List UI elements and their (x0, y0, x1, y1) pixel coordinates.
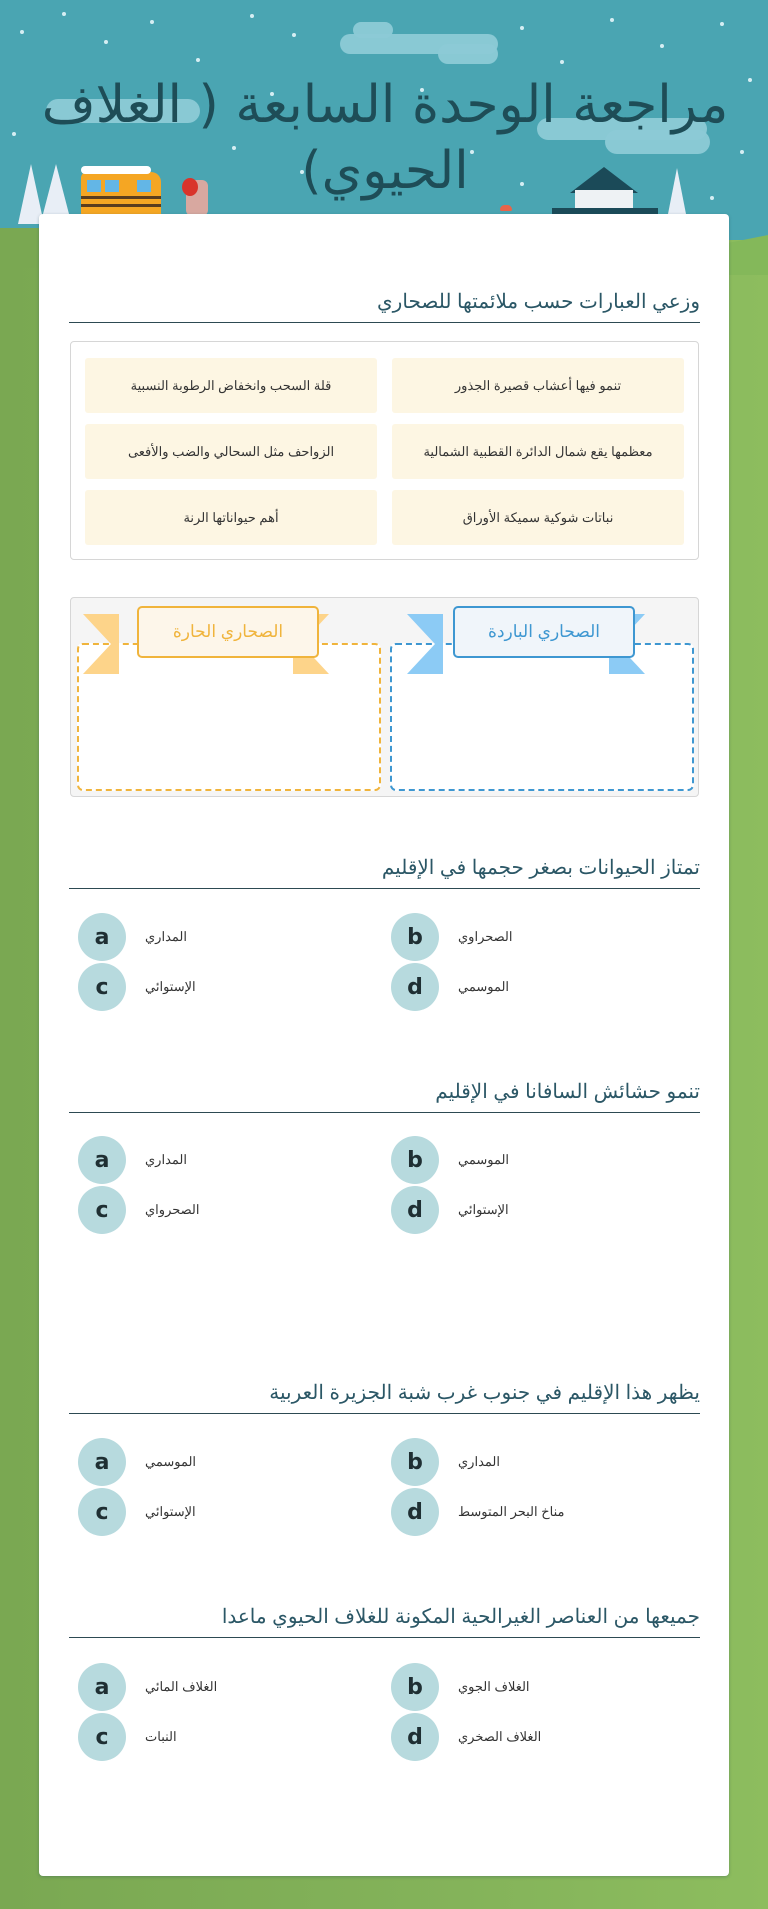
option-text: الموسمي (458, 1152, 510, 1167)
option-text: الإستوائي (145, 1504, 196, 1519)
option-d[interactable] (391, 1488, 671, 1536)
option-letter-badge: a (78, 913, 126, 961)
option-letter-badge: c (78, 1488, 126, 1536)
option-c[interactable] (78, 963, 358, 1011)
draggable-item[interactable]: معظمها يقع شمال الدائرة القطبية الشمالية (392, 424, 684, 479)
option-text: المداري (145, 1152, 187, 1167)
option-letter-badge: d (391, 1713, 439, 1761)
option-letter-badge: d (391, 1488, 439, 1536)
draggable-item[interactable]: قلة السحب وانخفاض الرطوبة النسبية (85, 358, 377, 413)
option-d[interactable] (391, 963, 671, 1011)
grass-hill (0, 228, 40, 268)
option-text: الغلاف المائي (145, 1679, 218, 1694)
option-b[interactable] (391, 1438, 671, 1486)
option-a[interactable] (78, 1663, 358, 1711)
worksheet-card (39, 214, 729, 1876)
bird-illustration (500, 205, 512, 211)
option-text: المداري (145, 929, 187, 944)
option-letter-badge: c (78, 1186, 126, 1234)
category-drop-area (70, 597, 699, 797)
snowflake (62, 12, 66, 16)
snowflake (292, 33, 296, 37)
option-text: الموسمي (458, 979, 510, 994)
draggable-item[interactable]: الزواحف مثل السحالي والضب والأفعى (85, 424, 377, 479)
draggable-items-container (70, 341, 699, 560)
snowflake (748, 78, 752, 82)
snowflake (660, 44, 664, 48)
option-letter-badge: c (78, 1713, 126, 1761)
snowflake (104, 40, 108, 44)
snowflake (250, 14, 254, 18)
option-b[interactable] (391, 913, 671, 961)
question-text: يظهر هذا الإقليم في جنوب غرب شبة الجزيرة العربية (69, 1379, 700, 1414)
snowflake (20, 30, 24, 34)
option-d[interactable] (391, 1713, 671, 1761)
option-b[interactable] (391, 1136, 671, 1184)
ribbon-tail (407, 614, 443, 674)
snowflake (720, 22, 724, 26)
snowflake (196, 58, 200, 62)
draggable-item[interactable]: تنمو فيها أعشاب قصيرة الجذور (392, 358, 684, 413)
grass-hill (728, 235, 768, 275)
option-text: الإستوائي (145, 979, 196, 994)
option-c[interactable] (78, 1488, 358, 1536)
ribbon-tail (83, 614, 119, 674)
option-letter-badge: d (391, 1186, 439, 1234)
option-text: الصحراوي (458, 929, 513, 944)
category-label-hot-deserts: الصحاري الحارة (137, 606, 319, 658)
option-letter-badge: a (78, 1136, 126, 1184)
sorting-heading: وزعي العبارات حسب ملائمتها للصحاري (69, 288, 700, 323)
header-banner (0, 0, 768, 240)
option-text: الصحرواي (145, 1202, 200, 1217)
cloud-decoration (438, 44, 498, 64)
category-label-cold-deserts: الصحاري الباردة (453, 606, 635, 658)
option-text: النبات (145, 1729, 177, 1744)
option-letter-badge: a (78, 1438, 126, 1486)
option-text: الموسمي (145, 1454, 197, 1469)
option-text: مناخ البحر المتوسط (458, 1504, 565, 1519)
snowflake (520, 26, 524, 30)
option-a[interactable] (78, 1438, 358, 1486)
draggable-item[interactable]: أهم حيواناتها الرنة (85, 490, 377, 545)
option-c[interactable] (78, 1186, 358, 1234)
option-text: الغلاف الجوي (458, 1679, 530, 1694)
option-letter-badge: b (391, 1438, 439, 1486)
option-letter-badge: b (391, 913, 439, 961)
option-letter-badge: a (78, 1663, 126, 1711)
option-letter-badge: b (391, 1136, 439, 1184)
option-d[interactable] (391, 1186, 671, 1234)
option-text: الغلاف الصخري (458, 1729, 542, 1744)
option-b[interactable] (391, 1663, 671, 1711)
snowflake (740, 150, 744, 154)
snowflake (560, 60, 564, 64)
option-letter-badge: d (391, 963, 439, 1011)
question-text: تنمو حشائش السافانا في الإقليم (69, 1078, 700, 1113)
option-a[interactable] (78, 1136, 358, 1184)
option-c[interactable] (78, 1713, 358, 1761)
question-text: تمتاز الحيوانات بصغر حجمها في الإقليم (69, 854, 700, 889)
ribbon-fold (475, 658, 581, 668)
page-title: مراجعة الوحدة السابعة ( الغلاف الحيوي) (41, 75, 729, 201)
question-text: جميعها من العناصر الغيرالحية المكونة للغلاف الحيوي ماعدا (69, 1603, 700, 1638)
option-text: المداري (458, 1454, 500, 1469)
snowflake (12, 132, 16, 136)
draggable-item[interactable]: نباتات شوكية سميكة الأوراق (392, 490, 684, 545)
ribbon-fold (157, 658, 263, 668)
option-letter-badge: b (391, 1663, 439, 1711)
cloud-decoration (353, 22, 393, 38)
snowflake (150, 20, 154, 24)
snowflake (610, 18, 614, 22)
option-letter-badge: c (78, 963, 126, 1011)
option-a[interactable] (78, 913, 358, 961)
option-text: الإستوائي (458, 1202, 509, 1217)
